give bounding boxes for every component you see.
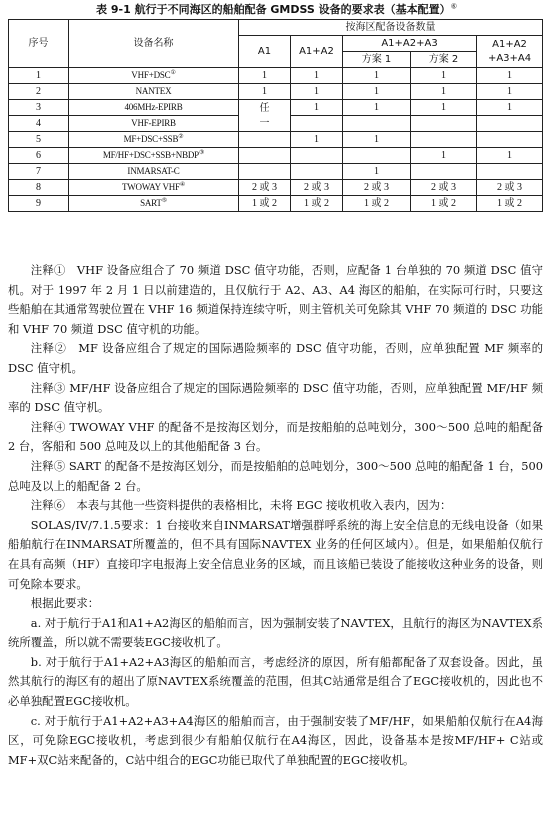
row-number: 6 [9,148,69,164]
table-row [9,132,543,148]
equipment-name-text: MF/HF+DSC+SSB+NBDP [102,150,199,160]
note-paragraph: a. 对于航行于A1和A1+A2海区的船舶而言，因为强制安装了NAVTEX，且航行的海区为NAVTEX系统所覆盖，所以就不需要装EGC接收机了。 [8,615,543,650]
note-paragraph: 根据此要求： [30,596,100,611]
note-paragraph: 注释⑥ 本表与其他一些资料提供的表格相比，未将 EGC 接收机收入表内，因为： [30,498,452,513]
cell-a1 [239,148,291,164]
equipment-name [69,116,239,132]
row-number: 3 [9,100,69,116]
cell-a1a2a3a4: 1 [477,84,543,100]
header-a4-line: A1+A2 [492,38,527,50]
note-paragraph: c. 对于航行于A1+A2+A3+A4海区的船舶而言，由于强制安装了MF/HF，如果船舶仅航行在A4海区，可免除EGC接收机，考虑到很少有船舶仅航行在A4海区，因此，设备基本是按MF/HF+ C站或MF+双C站来配备的，C站中组合的EGC功能已取代了单独配置的EGC接收机。 [8,713,543,767]
equipment-table [8,19,543,212]
cell-a1a2a3a4 [477,132,543,148]
caption-text: 表 9-1 航行于不同海区的船舶配备 GMDSS 设备的要求表（基本配置） [96,3,451,16]
header-plan2: 方案 2 [411,52,477,68]
equipment-name [69,196,239,212]
cell-a1: 1 [239,84,291,100]
table-caption [0,1,553,17]
cell-plan2: 1 [411,100,477,116]
table-row [9,148,543,164]
equipment-name-text: MF+DSC+SSB [123,134,179,144]
cell-plan2 [411,164,477,180]
cell-a1a2 [291,148,343,164]
header-a1a2a3: A1+A2+A3 [343,36,477,52]
equipment-name [69,148,239,164]
cell-a1a2a3a4: 1 或 2 [477,196,543,212]
equipment-name-text: TWOWAY VHF [121,182,180,192]
table-row [9,68,543,84]
cell-a1a2 [291,164,343,180]
header-a4-text [477,38,542,66]
table-row [9,180,543,196]
cell-a1a2a3a4 [477,116,543,132]
header-a1: A1 [239,36,291,68]
merged-label-line: 一 [259,117,270,129]
note-paragraph: SOLAS/IV/7.1.5要求：1 台接收来自INMARSAT增强群呼系统的海上安全信息的无线电设备（如果船舶航行在INMARSAT所覆盖的，但不具有国际NAVTEX 业务的任何区域内）。但是，如果船舶仅航行在具有高频（HF）直接印字电报海上安全信息业务的区域，而且该船已装设了能接收这种业务的设备，则可免除本要求。 [8,517,543,591]
cell-a1a2: 1 [291,132,343,148]
cell-a1: 1 或 2 [239,196,291,212]
header-a4-line: +A3+A4 [487,52,532,64]
cell-plan1 [343,148,411,164]
note-ref: ④ [179,182,186,188]
note-paragraph: 注释② MF 设备应组合了规定的国际遇险频率的 DSC 值守功能，否则，应单独配置 MF 频率的 DSC 值守机。 [8,341,543,375]
cell-plan2 [411,116,477,132]
equipment-name-text: INMARSAT-C [127,166,180,176]
equipment-name [69,164,239,180]
equipment-name-text: VHF+DSC [131,70,171,80]
caption-note-mark: ⑥ [450,2,457,11]
cell-plan2: 1 [411,148,477,164]
equipment-name [69,68,239,84]
note-paragraph: 注释④ TWOWAY VHF 的配备不是按海区划分，而是按船舶的总吨划分，300～500 总吨的船配备 2 台，客船和 500 总吨及以上的其他船配备 3 台。 [8,419,543,454]
merged-label-line: 任 [259,102,270,114]
row-number: 8 [9,180,69,196]
row-number: 5 [9,132,69,148]
table-row [9,84,543,100]
equipment-name-text: NANTEX [135,86,172,96]
note-ref: ③ [198,150,205,156]
row-number: 4 [9,116,69,132]
cell-a1a2: 1 [291,100,343,116]
note-ref: ⑤ [161,198,167,204]
header-group: 按海区配备设备数量 [239,20,543,36]
cell-a1a2a3a4 [477,164,543,180]
table-row [9,100,543,116]
equipment-name-text: 406MHz-EPIRB [124,102,183,112]
note-paragraph: 注释⑤ SART 的配备不是按海区划分，而是按船舶的总吨划分，300～500 总吨的船配备 1 台，500 总吨及以上的船配备 2 台。 [8,458,543,493]
equipment-name-text: SART [140,198,162,208]
cell-a1a2: 1 [291,84,343,100]
cell-plan2: 1 [411,84,477,100]
cell-plan1: 1 [343,100,411,116]
cell-plan1: 1 或 2 [343,196,411,212]
cell-plan1: 1 [343,68,411,84]
merged-either-cell [239,100,291,132]
cell-plan1 [343,116,411,132]
notes-section [8,261,543,770]
table-header-row [9,20,543,36]
cell-plan2: 1 或 2 [411,196,477,212]
cell-a1a2a3a4: 1 [477,100,543,116]
cell-a1a2: 1 [291,68,343,84]
cell-plan1: 1 [343,84,411,100]
cell-a1a2a3a4: 2 或 3 [477,180,543,196]
header-seq: 序号 [9,20,69,68]
cell-a1a2: 1 或 2 [291,196,343,212]
equipment-name [69,100,239,116]
cell-plan1: 2 或 3 [343,180,411,196]
cell-plan2: 1 [411,68,477,84]
cell-plan2 [411,132,477,148]
header-name: 设备名称 [69,20,239,68]
row-number: 1 [9,68,69,84]
header-plan1: 方案 1 [343,52,411,68]
cell-a1 [239,164,291,180]
table-row [9,196,543,212]
cell-a1: 1 [239,68,291,84]
note-paragraph: 注释① VHF 设备应组合了 70 频道 DSC 值守功能，否则，应配备 1 台单独的 70 频道 DSC 值守机。对于 1997 年 2 月 1 日以前建造的，且仅航行于 A2、A3、A4 海区的船舶，在实际可行时，只要这些船舶在其通常驾驶位置在 VHF 16 频道保持连续守听，则主管机关可免除其 VHF 70 频道的 DSC 功能和 VHF 70 频道 DSC 值守机的功能。 [8,263,543,336]
table-row [9,164,543,180]
cell-a1: 2 或 3 [239,180,291,196]
equipment-name-text: VHF-EPIRB [131,118,176,128]
note-ref: ① [170,70,176,76]
equipment-name [69,180,239,196]
equipment-name [69,84,239,100]
equipment-name [69,132,239,148]
note-ref: ② [178,134,184,140]
note-paragraph: 注释③ MF/HF 设备应组合了规定的国际遇险频率的 DSC 值守功能，否则，应单独配置 MF/HF 频率的 DSC 值守机。 [8,380,543,415]
header-a1a2a3a4 [477,36,543,68]
row-number: 7 [9,164,69,180]
row-number: 9 [9,196,69,212]
cell-a1a2: 2 或 3 [291,180,343,196]
cell-a1 [239,132,291,148]
cell-plan1: 1 [343,164,411,180]
cell-a1a2a3a4: 1 [477,68,543,84]
note-paragraph: b. 对于航行于A1+A2+A3海区的船舶而言，考虑经济的原因，所有船都配备了双套设备。因此，虽然其航行的海区有的超出了原NAVTEX系统覆盖的范围，但其C站通常是组合了EGC接收机的，因此也不必单独配置EGC接收机。 [8,654,543,709]
row-number: 2 [9,84,69,100]
cell-a1a2 [291,116,343,132]
cell-plan1: 1 [343,132,411,148]
header-a1a2: A1+A2 [291,36,343,68]
cell-plan2: 2 或 3 [411,180,477,196]
cell-a1a2a3a4: 1 [477,148,543,164]
